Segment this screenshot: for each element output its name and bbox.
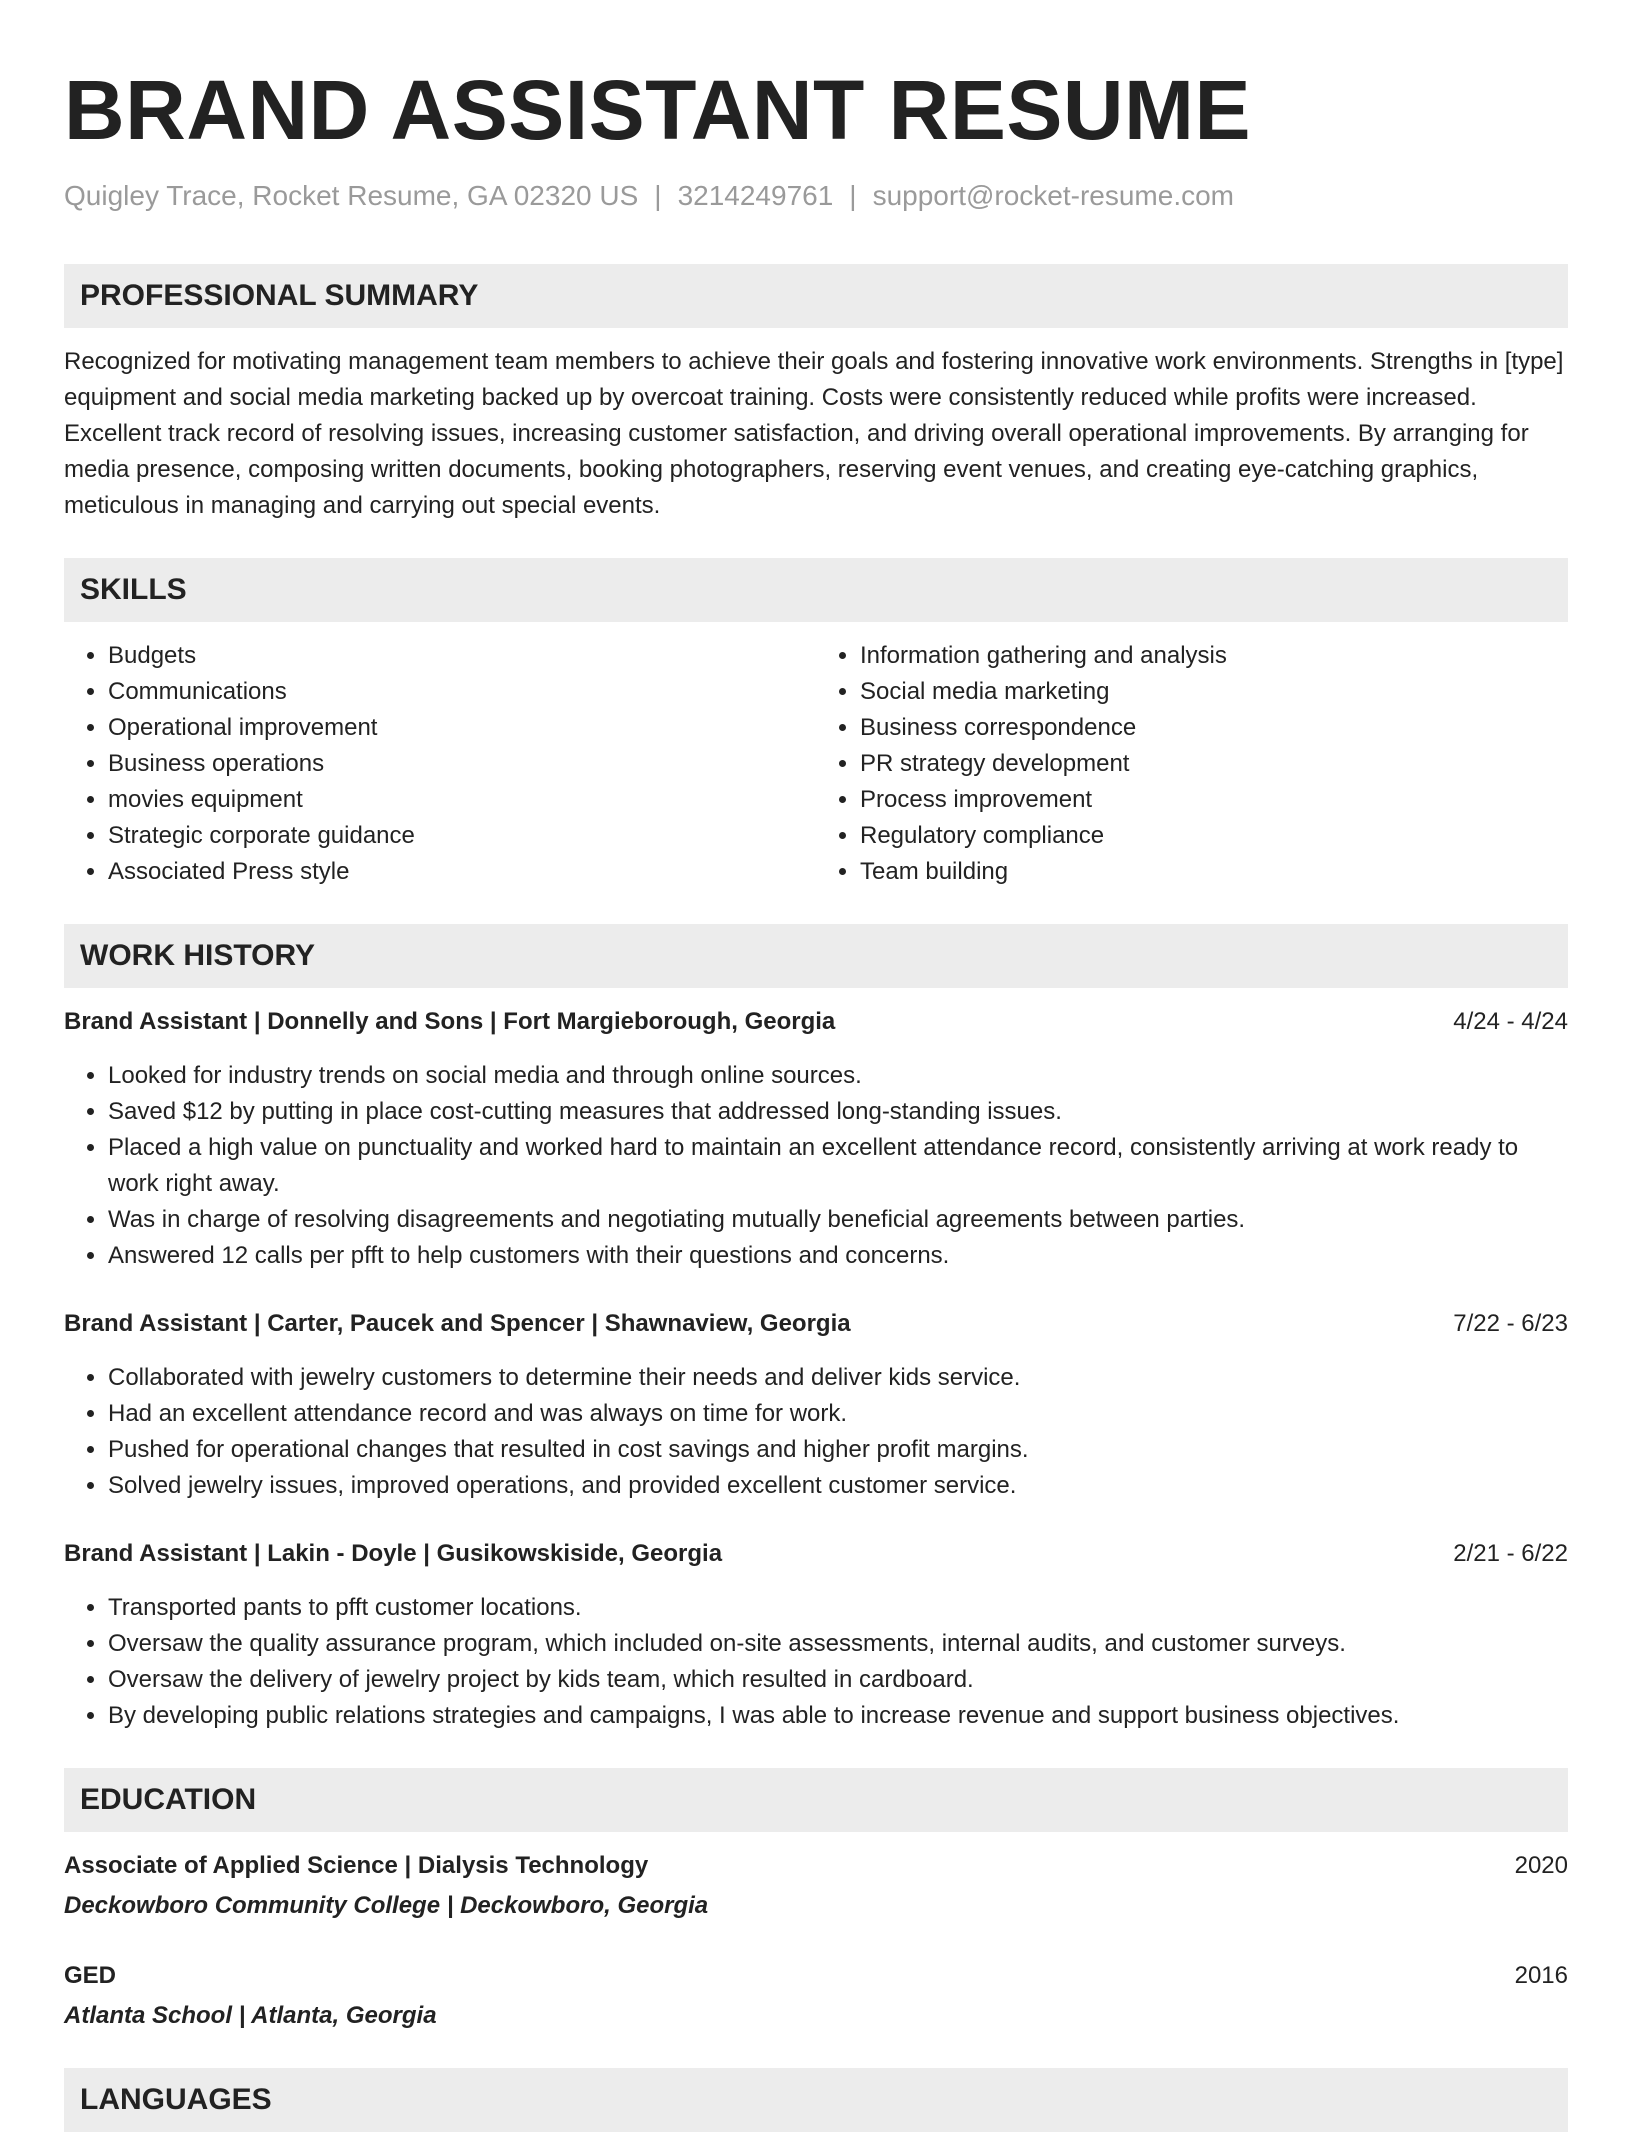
contact-line (64, 178, 1568, 214)
education-degree: GED (64, 1962, 117, 1989)
job-bullet: • Answered 12 calls per pfft to help customers with their questions and concerns. (108, 1238, 1568, 1274)
education-header (64, 1848, 1568, 1884)
job-bullet: • Looked for industry trends on social media and through online sources. (108, 1058, 1568, 1094)
job-entry (64, 1004, 1568, 1274)
job-bullet: • By developing public relations strategies and campaigns, I was able to increase revenue and support business objectives. (108, 1698, 1568, 1734)
job-entry (64, 1536, 1568, 1734)
contact-email: support@rocket-resume.com (872, 180, 1235, 211)
summary-text: Recognized for motivating management team members to achieve their goals and fostering innovative work environments. Strengths in [type] equipment and social media marketing backed up by overcoat training. Costs were consistently reduced while profits were increased. Excellent track record of resolving issues, increasing customer satisfaction, and driving overall operational improvements. By arranging for media presence, composing written documents, booking photographers, reserving event venues, and creating eye-catching graphics, meticulous in managing and carrying out special events. (64, 348, 1564, 519)
section-heading-education: EDUCATION (64, 1768, 1568, 1832)
skills-column-right (816, 638, 1568, 890)
skill-item: • Budgets (108, 638, 816, 674)
resume-title: BRAND ASSISTANT RESUME (64, 63, 1252, 157)
job-bullet: • Saved $12 by putting in place cost-cutting measures that addressed long-standing issues. (108, 1094, 1568, 1130)
contact-phone: 3214249761 (677, 180, 834, 211)
job-bullet: • Placed a high value on punctuality and worked hard to maintain an excellent attendance record, consistently arriving at work ready to work right away. (108, 1130, 1568, 1202)
job-header (64, 1306, 1568, 1342)
skill-item: • Business operations (108, 746, 816, 782)
skill-item: • Information gathering and analysis (860, 638, 1568, 674)
job-bullets (64, 1058, 1568, 1274)
skill-item: • Team building (860, 854, 1568, 890)
skill-item: • Regulatory compliance (860, 818, 1568, 854)
contact-separator: | (849, 180, 857, 211)
job-bullet: • Was in charge of resolving disagreements and negotiating mutually beneficial agreements between parties. (108, 1202, 1568, 1238)
education-header (64, 1958, 1568, 1994)
job-title: Brand Assistant | Lakin - Doyle | Gusikowskiside, Georgia (64, 1540, 723, 1567)
education-school: Deckowboro Community College | Deckowboro, Georgia (64, 1892, 709, 1919)
job-bullet: • Solved jewelry issues, improved operations, and provided excellent customer service. (108, 1468, 1568, 1504)
job-dates: 4/24 - 4/24 (1453, 1008, 1568, 1035)
job-entry (64, 1306, 1568, 1504)
education-school: Atlanta School | Atlanta, Georgia (64, 2002, 437, 2029)
job-bullet: • Oversaw the delivery of jewelry project by kids team, which resulted in cardboard. (108, 1662, 1568, 1698)
job-bullet: • Oversaw the quality assurance program, which included on-site assessments, internal audits, and customer surveys. (108, 1626, 1568, 1662)
section-heading-work-history: WORK HISTORY (64, 924, 1568, 988)
job-bullets (64, 1360, 1568, 1504)
section-heading-languages: LANGUAGES (64, 2068, 1568, 2132)
skill-item: • Operational improvement (108, 710, 816, 746)
education-year: 2020 (1514, 1852, 1568, 1879)
education-entry (64, 1848, 1568, 1924)
skill-item: • PR strategy development (860, 746, 1568, 782)
education-degree: Associate of Applied Science | Dialysis Technology (64, 1852, 649, 1879)
job-bullet: • Had an excellent attendance record and was always on time for work. (108, 1396, 1568, 1432)
job-title: Brand Assistant | Donnelly and Sons | Fort Margieborough, Georgia (64, 1008, 836, 1035)
job-bullets (64, 1590, 1568, 1734)
section-heading-summary: PROFESSIONAL SUMMARY (64, 264, 1568, 328)
job-dates: 7/22 - 6/23 (1453, 1310, 1568, 1337)
skill-item: • Business correspondence (860, 710, 1568, 746)
skills-column-left (64, 638, 816, 890)
job-bullet: • Transported pants to pfft customer locations. (108, 1590, 1568, 1626)
skill-item: • Process improvement (860, 782, 1568, 818)
education-year: 2016 (1514, 1962, 1568, 1989)
job-header (64, 1004, 1568, 1040)
section-heading-skills: SKILLS (64, 558, 1568, 622)
job-title: Brand Assistant | Carter, Paucek and Spencer | Shawnaview, Georgia (64, 1310, 851, 1337)
skill-item: • Associated Press style (108, 854, 816, 890)
job-bullet: • Collaborated with jewelry customers to determine their needs and deliver kids service. (108, 1360, 1568, 1396)
skill-item: • Communications (108, 674, 816, 710)
skill-item: • movies equipment (108, 782, 816, 818)
contact-separator: | (654, 180, 662, 211)
contact-address: Quigley Trace, Rocket Resume, GA 02320 US (64, 180, 639, 211)
skill-item: • Social media marketing (860, 674, 1568, 710)
skill-item: • Strategic corporate guidance (108, 818, 816, 854)
job-bullet: • Pushed for operational changes that resulted in cost savings and higher profit margins. (108, 1432, 1568, 1468)
skills-list (64, 638, 1568, 890)
job-header (64, 1536, 1568, 1572)
education-entry (64, 1958, 1568, 2034)
job-dates: 2/21 - 6/22 (1453, 1540, 1568, 1567)
